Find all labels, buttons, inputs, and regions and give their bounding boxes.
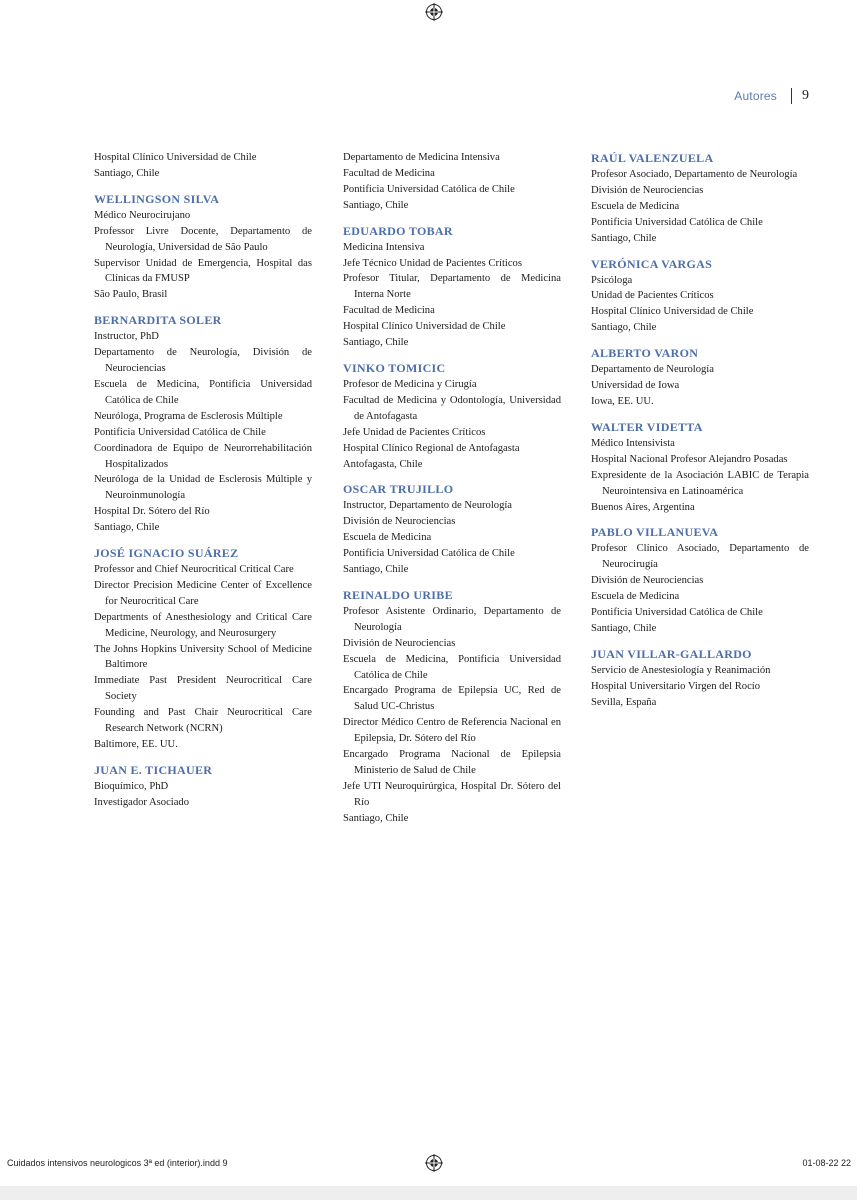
author-entry [94,545,312,753]
author-name: BERNARDITA SOLER [94,313,222,328]
author-entry [343,587,561,827]
affiliation-line: Escuela de Medicina [591,591,680,603]
affiliation-line: Escuela de Medicina [591,200,680,212]
bottom-bar [0,1186,857,1200]
author-name: RAÚL VALENZUELA [591,151,714,165]
affiliation-line: Departamento de Neurología, División de Neurociencias [94,347,312,375]
affiliation-line: Departamento de Neurología [591,364,714,376]
affiliation-line: División de Neurociencias [591,184,704,196]
affiliation-line: División de Neurociencias [343,637,456,649]
affiliation-line: Departments of Anesthesiology and Critical Care Medicine, Neurology, and Neurosurgery [94,611,312,639]
author-entry [591,345,809,410]
author-name: REINALDO URIBE [343,587,453,602]
affiliation-line: Escuela de Medicina [343,532,432,544]
column-2 [343,150,561,836]
affiliation-line: Investigador Asociado [94,796,190,808]
affiliation-line: Jefe UTI Neuroquirúrgica, Hospital Dr. Sótero del Río [343,780,561,808]
affiliation-line: Médico Neurocirujano [94,209,191,221]
affiliation-line: Pontificia Universidad Católica de Chile [94,426,266,438]
affiliation-line: São Paulo, Brasil [94,289,168,301]
affiliation-line: Santiago, Chile [343,812,409,824]
author-entry [94,150,312,182]
affiliation-line: Hospital Universitario Virgen del Rocío [591,680,761,692]
affiliation-line: Coordinadora de Equipo de Neurorrehabilitación Hospitalizados [94,442,312,470]
affiliation-line: Pontificia Universidad Católica de Chile [591,607,763,619]
affiliation-line: Hospital Clínico Universidad de Chile [591,306,754,318]
slug-date: 01-08-22 22 [802,1158,851,1168]
affiliation-line: Santiago, Chile [343,564,409,576]
affiliation-line: Instructor, PhD [94,331,159,343]
author-name: JOSÉ IGNACIO SUÁREZ [94,546,239,561]
affiliation-line: Facultad de Medicina [343,305,435,317]
affiliation-line: Medicina Intensiva [343,241,425,253]
affiliation-line: Professor Livre Docente, Departamento de Neurología, Universidad de São Paulo [94,225,312,253]
affiliation-line: Director Médico Centro de Referencia Nacional en Epilepsia, Dr. Sótero del Río [343,717,561,745]
header-divider [791,88,792,104]
registration-mark-icon [425,1154,443,1172]
affiliation-line: Iowa, EE. UU. [591,395,654,407]
affiliation-line: Immediate Past President Neurocritical Care Society [94,675,312,703]
author-entry [591,524,809,636]
affiliation-line: Santiago, Chile [343,199,409,211]
column-1 [94,150,312,820]
affiliation-line: Santiago, Chile [591,322,657,334]
affiliation-line: Escuela de Medicina, Pontificia Universidad Católica de Chile [343,653,561,681]
author-name: JUAN VILLAR-GALLARDO [591,646,752,661]
affiliation-line: Neuróloga, Programa de Esclerosis Múltiple [94,410,283,422]
affiliation-line: Santiago, Chile [343,337,409,349]
affiliation-line: Neuróloga de la Unidad de Esclerosis Múltiple y Neuroinmunología [94,474,312,502]
affiliation-line: Hospital Nacional Profesor Alejandro Posadas [591,453,788,465]
affiliation-line: Encargado Programa Nacional de Epilepsia Ministerio de Salud de Chile [343,749,561,776]
affiliation-line: Universidad de Iowa [591,380,680,392]
author-entry [94,762,312,811]
affiliation-line: Profesor Titular, Departamento de Medicina Interna Norte [343,273,561,301]
registration-mark-icon [425,3,443,21]
affiliation-line: Antofagasta, Chile [343,458,423,470]
affiliation-line: The Johns Hopkins University School of Medicine Baltimore [94,643,312,671]
affiliation-line: Unidad de Pacientes Críticos [591,290,714,302]
affiliation-line: Encargado Programa de Epilepsia UC, Red de Salud UC-Christus [343,685,561,713]
column-3 [591,150,809,720]
author-name: ALBERTO VARON [591,346,699,361]
author-entry [94,312,312,536]
affiliation-line: Hospital Clínico Universidad de Chile [94,152,257,163]
affiliation-line: Founding and Past Chair Neurocritical Care Research Network (NCRN) [94,707,312,735]
page-number: 9 [802,88,809,103]
affiliation-line: Hospital Clínico Regional de Antofagasta [343,442,520,454]
affiliation-line: Jefe Unidad de Pacientes Críticos [343,426,486,438]
author-entry [591,150,809,247]
affiliation-line: Departamento de Medicina Intensiva [343,152,500,163]
affiliation-line: Profesor de Medicina y Cirugía [343,378,477,390]
affiliation-line: Pontificia Universidad Católica de Chile [343,548,515,560]
running-header [734,88,809,104]
affiliation-line: Servicio de Anestesiología y Reanimación [591,664,771,676]
affiliation-line: Expresidente de la Asociación LABIC de Terapia Neurointensiva en Latinoamérica [591,469,809,497]
affiliation-line: Santiago, Chile [94,522,160,534]
slug-filename: Cuidados intensivos neurologicos 3ª ed (interior).indd 9 [7,1158,228,1168]
author-name: VERÓNICA VARGAS [591,256,713,271]
affiliation-line: Pontificia Universidad Católica de Chile [343,183,515,195]
affiliation-line: Director Precision Medicine Center of Excellence for Neurocritical Care [94,579,312,607]
affiliation-line: Supervisor Unidad de Emergencia, Hospital das Clínicas da FMUSP [94,257,312,285]
affiliation-line: Profesor Asociado, Departamento de Neurología [591,169,798,180]
affiliation-line: Médico Intensivista [591,437,675,449]
author-name: VINKO TOMICIC [343,360,446,375]
author-entry [94,191,312,303]
author-name: EDUARDO TOBAR [343,223,453,238]
affiliation-line: Santiago, Chile [94,167,160,179]
affiliation-line: División de Neurociencias [591,575,704,587]
author-entry [591,646,809,711]
section-title: Autores [734,89,777,103]
affiliation-line: Hospital Dr. Sótero del Río [94,506,210,518]
affiliation-line: Psicóloga [591,274,633,286]
affiliation-line: Profesor Asistente Ordinario, Departamento de Neurología [343,605,561,633]
author-name: WELLINGSON SILVA [94,191,220,206]
affiliation-line: Sevilla, España [591,696,657,708]
affiliation-line: División de Neurociencias [343,516,456,528]
author-name: WALTER VIDETTA [591,419,703,434]
author-entry [343,150,561,214]
author-entry [343,360,561,472]
affiliation-line: Pontificia Universidad Católica de Chile [591,216,763,228]
affiliation-line: Profesor Clínico Asociado, Departamento de Neurocirugía [591,543,809,571]
affiliation-line: Santiago, Chile [591,232,657,244]
affiliation-line: Jefe Técnico Unidad de Pacientes Críticos [343,257,522,269]
affiliation-line: Bioquímico, PhD [94,780,169,792]
affiliation-line: Santiago, Chile [591,622,657,634]
affiliation-line: Facultad de Medicina y Odontología, Universidad de Antofagasta [343,394,561,422]
author-entry [591,256,809,337]
author-name: OSCAR TRUJILLO [343,482,454,497]
author-name: JUAN E. TICHAUER [94,762,213,777]
affiliation-line: Hospital Clínico Universidad de Chile [343,321,506,333]
affiliation-line: Buenos Aires, Argentina [591,501,695,513]
author-entry [343,481,561,578]
affiliation-line: Instructor, Departamento de Neurología [343,500,513,512]
author-name: PABLO VILLANUEVA [591,525,719,540]
affiliation-line: Escuela de Medicina, Pontificia Universidad Católica de Chile [94,378,312,406]
affiliation-line: Professor and Chief Neurocritical Critical Care [94,564,294,576]
author-entry [591,419,809,516]
affiliation-line: Baltimore, EE. UU. [94,739,178,750]
author-entry [343,223,561,351]
affiliation-line: Facultad de Medicina [343,167,435,179]
